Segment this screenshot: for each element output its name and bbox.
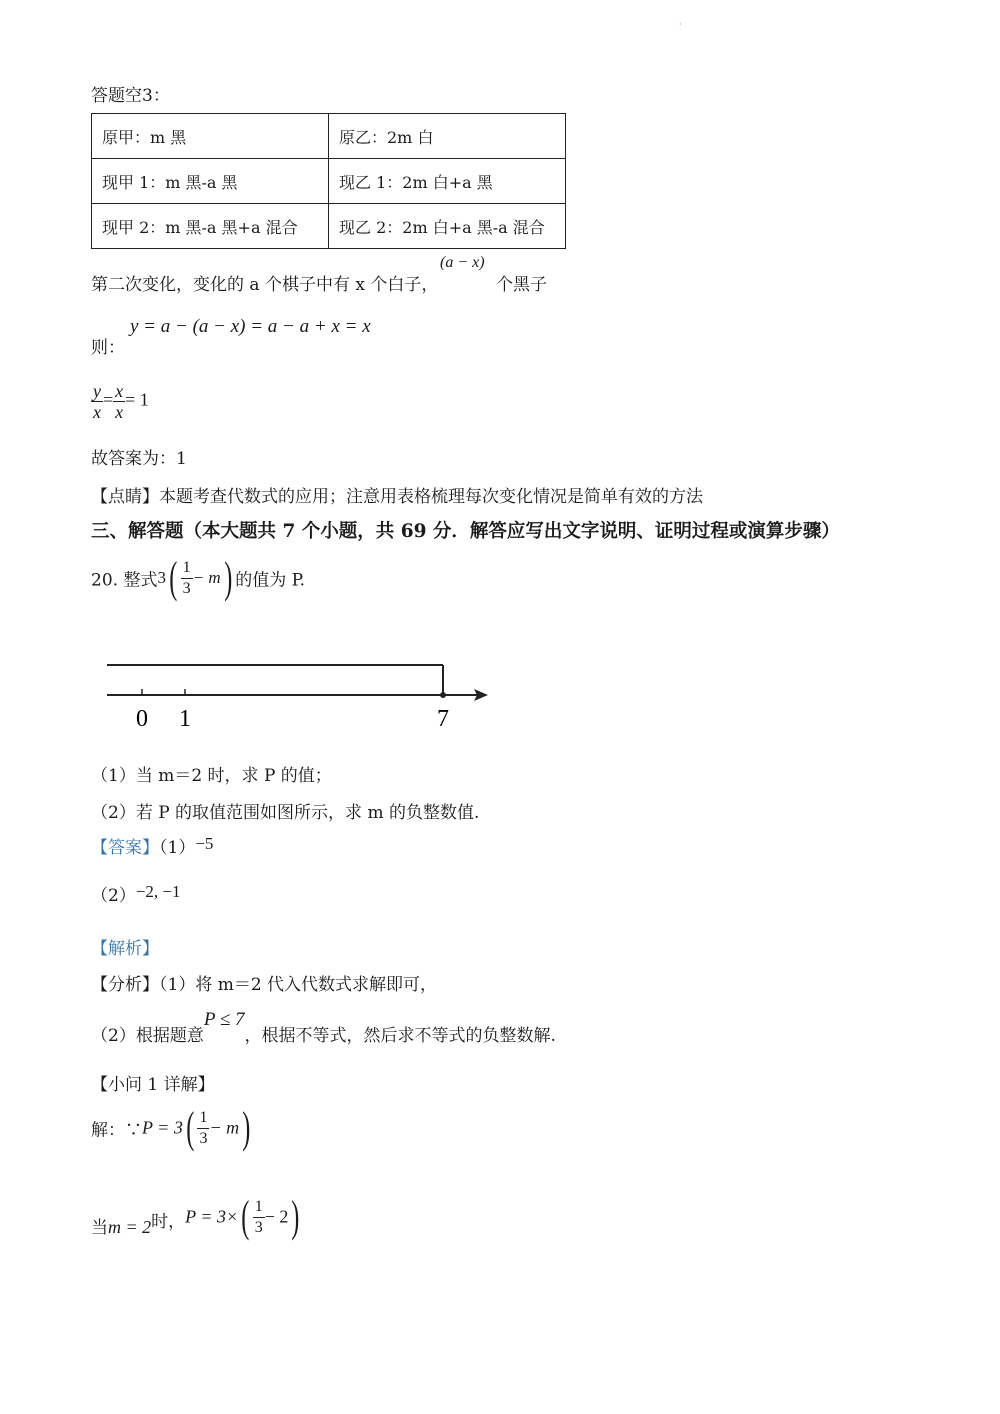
when-mid: 时， — [151, 1211, 186, 1232]
tick-label-7: 7 — [437, 706, 449, 732]
tick-label-0: 0 — [136, 706, 148, 732]
table-cell: 现甲 2：m 黑-a 黑+a 混合 — [92, 204, 329, 249]
analysis-line-2 — [91, 1009, 556, 1047]
answer-line: 故答案为：1 — [91, 449, 187, 469]
when-prefix: 当 — [91, 1217, 108, 1238]
sub-question-2: （2）若 P 的取值范围如图所示，求 m 的负整数值. — [91, 803, 480, 823]
q20-suffix: 的值为 P. — [235, 570, 306, 591]
number-line — [100, 655, 500, 735]
table-row — [92, 114, 566, 159]
answer1-prefix: （1） — [159, 838, 196, 858]
solution-expr-left: P = 3 — [142, 1117, 183, 1138]
analysis-line-2-prefix: （2）根据题意 — [91, 1026, 204, 1046]
answer-blank-label: 答题空3： — [91, 86, 170, 106]
q20-minus-m: − m — [192, 568, 221, 587]
answer-row-2 — [91, 881, 181, 906]
fraction-denominator: 3 — [182, 579, 191, 597]
analysis-line-2-suffix: ，根据不等式，然后求不等式的负整数解. — [244, 1026, 556, 1046]
fraction-numerator: 1 — [253, 1197, 265, 1218]
when-expr: m = 2 — [108, 1216, 152, 1237]
second-change-suffix: 个黑子 — [496, 275, 547, 295]
ratio-equation: $\frac{y}{x}$ = $\frac{x}{x}$ = 1 — [93, 381, 149, 422]
fraction-denominator: x — [115, 402, 124, 422]
solution-prefix: 解：∵ — [91, 1120, 142, 1141]
when-line: 当m = 2时，P = 3×( $\frac{1}{3}$ − 2) — [91, 1192, 300, 1241]
table-row — [92, 204, 566, 249]
answer-row-1 — [91, 833, 213, 858]
answer2-value: −2, −1 — [135, 882, 181, 901]
table-cell: 现乙 2：2m 白+a 黑-a 混合 — [329, 204, 566, 249]
analysis-line-2-expr: P ≤ 7 — [203, 1009, 245, 1030]
table-cell: 现乙 1：2m 白+a 黑 — [329, 159, 566, 204]
table-row — [92, 159, 566, 204]
ratio-rhs: = 1 — [125, 389, 149, 410]
analysis-line-1: 【分析】（1）将 m＝2 代入代数式求解即可， — [91, 975, 438, 995]
fraction-denominator: x — [93, 402, 101, 422]
section-heading: 三、解答题（本大题共 7 个小题，共 69 分．解答应写出文字说明、证明过程或演算步骤） — [91, 521, 840, 542]
q20-coef: 3 — [157, 568, 166, 587]
q20-prefix: 20. 整式 — [91, 570, 158, 591]
then-label: 则： — [91, 338, 125, 358]
table-cell: 现甲 1：m 黑-a 黑 — [92, 159, 329, 204]
second-change-text: 第二次变化，变化的 a 个棋子中有 x 个白子， — [91, 275, 439, 295]
answer1-value: −5 — [195, 834, 214, 853]
endpoint-7-dot — [440, 692, 446, 698]
solution-minus: − m — [209, 1117, 240, 1138]
analysis-tag: 【解析】 — [91, 939, 159, 959]
comment-line: 【点睛】本题考查代数式的应用；注意用表格梳理每次变化情况是简单有效的方法 — [91, 487, 703, 507]
chess-table — [91, 113, 566, 249]
answer2-prefix: （2） — [91, 886, 136, 906]
question-20: 20. 整式3( $\frac{1}{3}$ − m) 的值为 P. — [91, 553, 306, 602]
header-dot: · — [679, 20, 682, 29]
fraction-numerator: x — [115, 381, 124, 401]
equation-y: y = a − (a − x) = a − a + x = x — [130, 316, 371, 337]
when-rhs-left: P = 3× — [185, 1206, 239, 1227]
answer-tag: 【答案】 — [91, 838, 159, 858]
table-cell: 原乙：2m 白 — [329, 114, 566, 159]
fraction-numerator: y — [93, 381, 101, 401]
sub-question-1: （1）当 m＝2 时，求 P 的值； — [91, 766, 332, 786]
when-minus: − 2 — [264, 1206, 289, 1227]
fraction-denominator: 3 — [199, 1129, 208, 1147]
tick-label-1: 1 — [179, 706, 191, 732]
second-change-expr: (a − x) — [440, 254, 485, 271]
table-cell: 原甲：m 黑 — [92, 114, 329, 159]
fraction-numerator: 1 — [197, 1108, 209, 1129]
solution-line: 解：∵P = 3( $\frac{1}{3}$ − m) — [91, 1103, 251, 1152]
fraction-numerator: 1 — [181, 558, 193, 579]
fraction-denominator: 3 — [254, 1218, 263, 1236]
detail-tag: 【小问 1 详解】 — [91, 1075, 215, 1095]
